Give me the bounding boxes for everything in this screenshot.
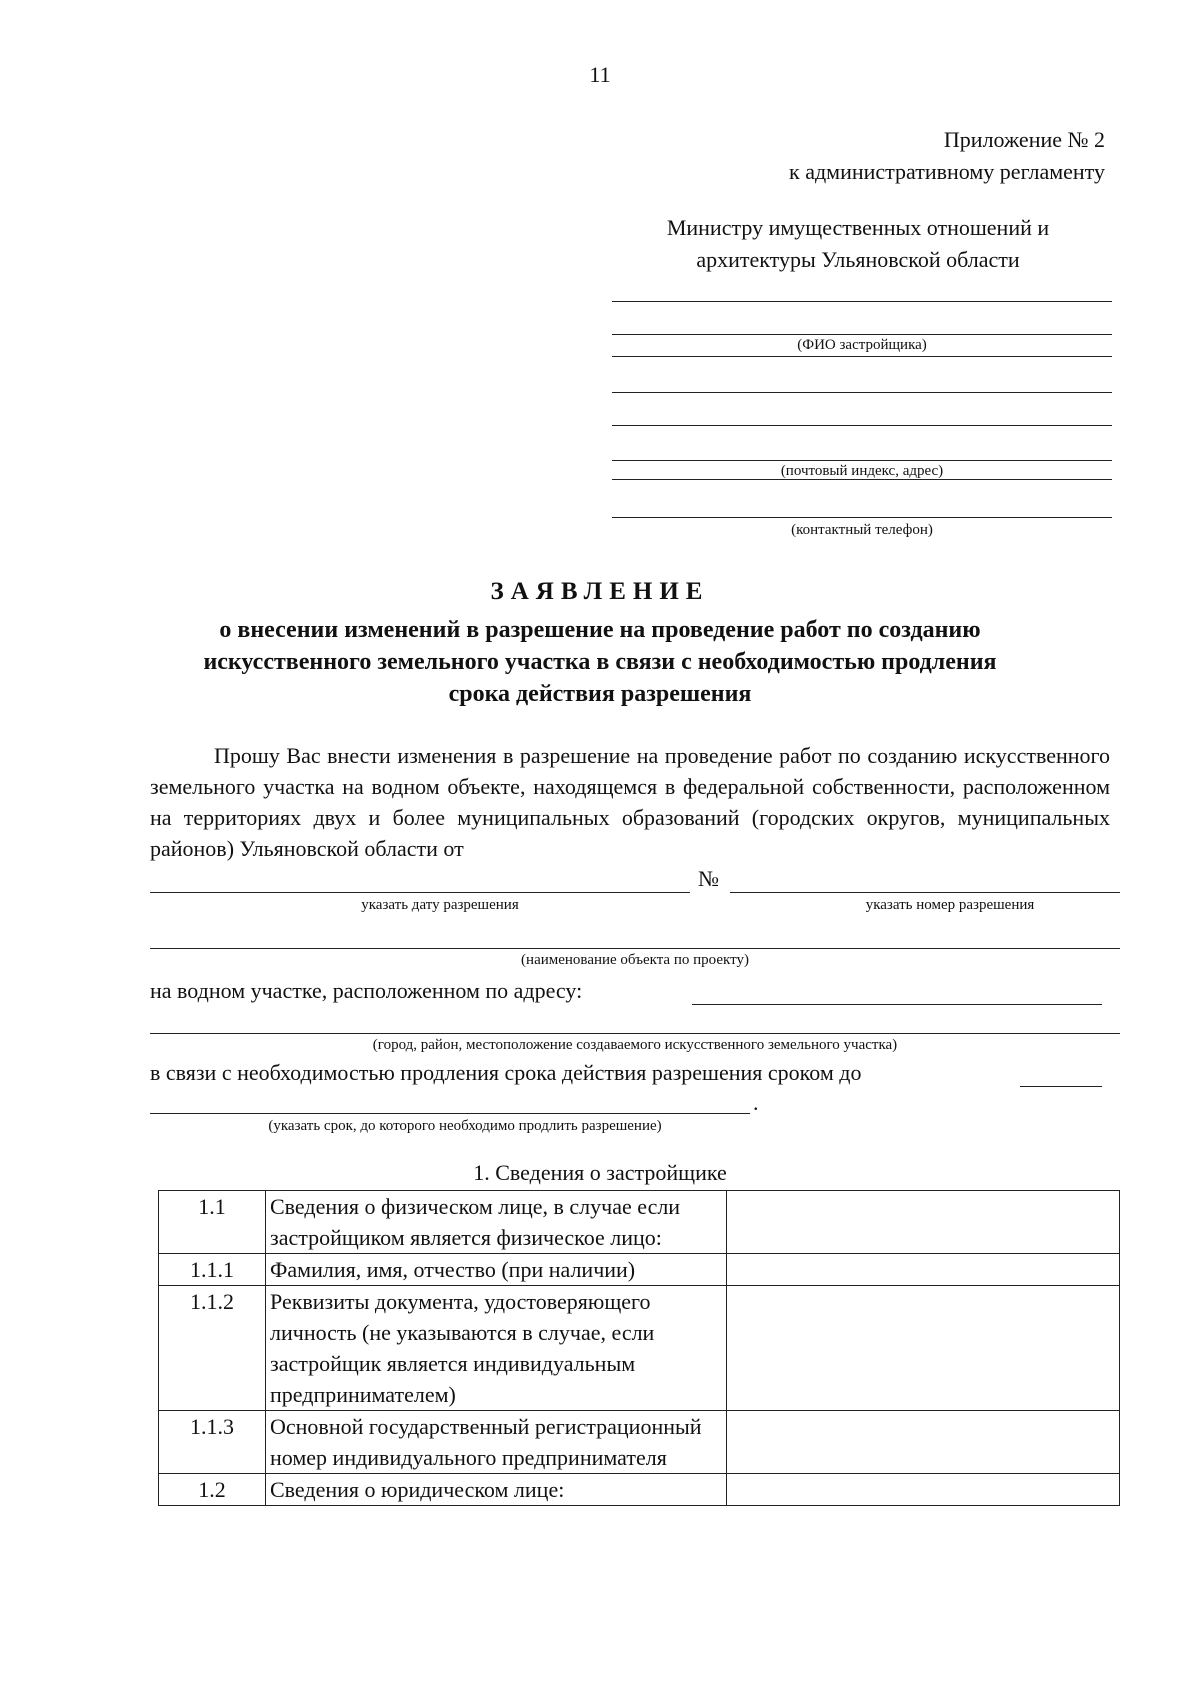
- period-end-dot: .: [753, 1090, 759, 1115]
- object-name-line[interactable]: [150, 948, 1120, 949]
- addressee-line-2: архитектуры Ульяновской области: [696, 247, 1020, 272]
- document-subtitle: [100, 614, 1100, 710]
- address-line[interactable]: [612, 425, 1112, 426]
- extension-text: в связи с необходимостью продления срока действия разрешения сроком до: [150, 1060, 862, 1085]
- row-description: Сведения о физическом лице, в случае если застройщиком является физическое лицо:: [266, 1191, 727, 1254]
- row-description: Фамилия, имя, отчество (при наличии): [266, 1254, 727, 1286]
- object-name-caption: (наименование объекта по проекту): [521, 952, 749, 968]
- row-value-cell[interactable]: [727, 1411, 1120, 1474]
- subtitle-line-1: о внесении изменений в разрешение на проведение работ по созданию: [219, 617, 981, 643]
- subtitle-line-3: срока действия разрешения: [448, 681, 752, 707]
- permit-date-caption: указать дату разрешения: [361, 897, 519, 913]
- document-title: ЗАЯВЛЕНИЕ: [490, 578, 710, 605]
- phone-caption: (контактный телефон): [791, 522, 933, 538]
- row-value-cell[interactable]: [727, 1191, 1120, 1254]
- row-number: 1.1: [159, 1191, 266, 1254]
- row-value-cell[interactable]: [727, 1474, 1120, 1506]
- address-line[interactable]: [612, 460, 1112, 461]
- table-row: [159, 1411, 1120, 1474]
- permit-number-caption: указать номер разрешения: [865, 897, 1035, 913]
- row-number: 1.1.1: [159, 1254, 266, 1286]
- table-row: [159, 1286, 1120, 1411]
- water-area-text: на водном участке, расположенном по адресу:: [150, 978, 583, 1003]
- address-line[interactable]: [612, 392, 1112, 393]
- row-number: 1.1.2: [159, 1286, 266, 1411]
- addressee-block: [608, 212, 1108, 276]
- applicant-info-table: [158, 1190, 1120, 1506]
- table-row: [159, 1474, 1120, 1506]
- applicant-line[interactable]: [612, 334, 1112, 335]
- applicant-line[interactable]: [612, 301, 1112, 302]
- section-title: 1. Сведения о застройщике: [473, 1160, 727, 1185]
- addressee-line-1: Министру имущественных отношений и: [666, 215, 1050, 240]
- appendix-reference: к административному регламенту: [789, 159, 1105, 184]
- row-description: Сведения о юридическом лице:: [266, 1474, 727, 1506]
- applicant-line[interactable]: [612, 356, 1112, 357]
- row-description: Реквизиты документа, удостоверяющего личность (не указываются в случае, если застройщик является индивидуальным предпринимателем): [266, 1286, 727, 1411]
- permit-number-line[interactable]: [730, 892, 1120, 893]
- location-caption: (город, район, местоположение создаваемого искусственного земельного участка): [372, 1037, 898, 1053]
- location-line[interactable]: [150, 1033, 1120, 1034]
- row-value-cell[interactable]: [727, 1286, 1120, 1411]
- appendix-header: [600, 124, 1105, 188]
- page-number: 11: [589, 62, 611, 87]
- extension-period-caption: (указать срок, до которого необходимо продлить разрешение): [268, 1118, 662, 1134]
- address-caption: (почтовый индекс, адрес): [780, 463, 944, 479]
- table-row: [159, 1191, 1120, 1254]
- number-sign: №: [698, 866, 719, 891]
- appendix-number: Приложение № 2: [943, 127, 1105, 152]
- row-number: 1.2: [159, 1474, 266, 1506]
- row-number: 1.1.3: [159, 1411, 266, 1474]
- subtitle-line-2: искусственного земельного участка в связи с необходимостью продления: [203, 649, 997, 675]
- request-paragraph: [150, 740, 1110, 864]
- fio-caption: (ФИО застройщика): [797, 337, 927, 353]
- phone-line[interactable]: [612, 517, 1112, 518]
- permit-date-line[interactable]: [150, 892, 690, 893]
- table-row: [159, 1254, 1120, 1286]
- extension-period-line[interactable]: [150, 1113, 750, 1114]
- request-text: Прошу Вас внести изменения в разрешение на проведение работ по созданию искусственного земельного участка на водном объекте, находящемся в федеральной собственности, расположенном на территориях двух и более муниципальных образований (городских округов, муниципальных районов) Ульяновской области от: [150, 743, 1110, 861]
- row-value-cell[interactable]: [727, 1254, 1120, 1286]
- water-area-address-line[interactable]: [692, 1004, 1102, 1005]
- row-description: Основной государственный регистрационный номер индивидуального предпринимателя: [266, 1411, 727, 1474]
- extension-term-line[interactable]: [1020, 1086, 1102, 1087]
